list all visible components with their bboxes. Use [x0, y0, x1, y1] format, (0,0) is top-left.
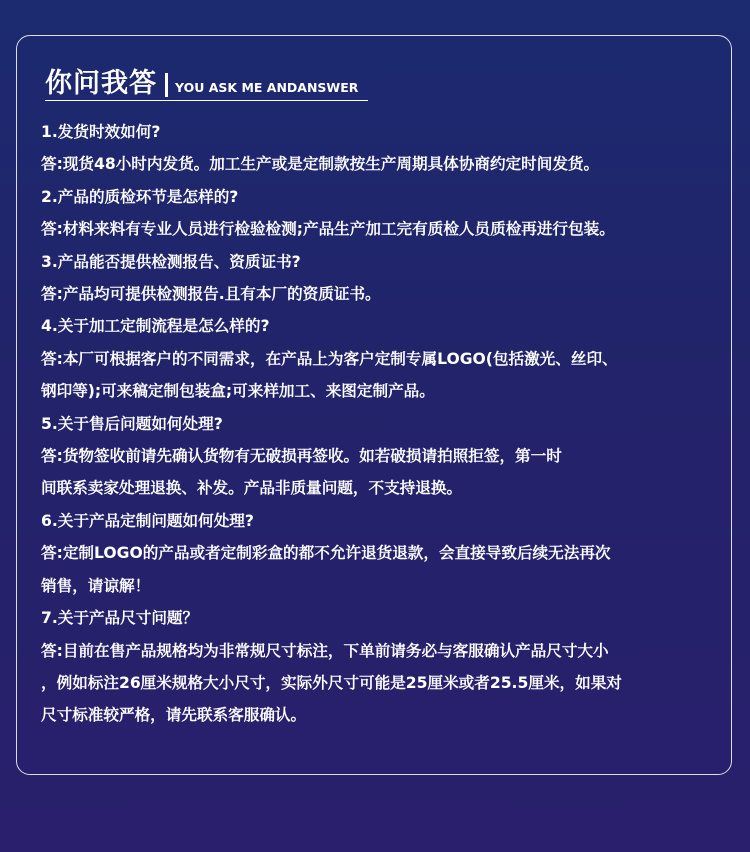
faq-content: [41, 116, 721, 732]
answer-1: 答:现货48小时内发货。加工生产或是定制款按生产周期具体协商约定时间发货。: [41, 155, 600, 174]
question-1: 1.发货时效如何?: [41, 123, 161, 141]
question-4: 4.关于加工定制流程是怎么样的?: [41, 317, 270, 336]
answer-4-line-2: 钢印等);可来稿定制包装盒;可来样加工、来图定制产品。: [41, 382, 435, 401]
answer-2: 答:材料来料有专业人员进行检验检测;产品生产加工完有质检人员质检再进行包装。: [41, 220, 615, 239]
question-2: 2.产品的质检环节是怎样的?: [41, 187, 239, 206]
answer-7-line-1: 答:目前在售产品规格均为非常规尺寸标注，下单前请务必与客服确认产品尺寸大小: [41, 641, 609, 660]
question-3: 3.产品能否提供检测报告、资质证书?: [41, 252, 301, 271]
heading-underline: [45, 100, 368, 101]
question-6: 6.关于产品定制问题如何处理?: [41, 511, 254, 530]
question-7: 7.关于产品尺寸问题？: [41, 609, 199, 628]
answer-6-line-2: 销售，请谅解！: [41, 576, 151, 595]
question-5: 5.关于售后问题如何处理?: [41, 414, 223, 433]
answer-3: 答:产品均可提供检测报告.且有本厂的资质证书。: [41, 285, 381, 304]
answer-4-line-1: 答:本厂可根据客户的不同需求，在产品上为客户定制专属LOGO(包括激光、丝印、: [41, 349, 618, 368]
answer-5-line-1: 答:货物签收前请先确认货物有无破损再签收。如若破损请拍照拒签，第一时: [41, 447, 562, 466]
faq-panel: [16, 35, 732, 775]
answer-7-line-2: ，例如标注26厘米规格大小尺寸，实际外尺寸可能是25厘米或者25.5厘米，如果对: [41, 673, 622, 692]
heading-title-en: YOU ASK ME ANDANSWER: [175, 80, 359, 95]
heading-divider-bar: [165, 73, 168, 97]
heading-title-cn: 你问我答: [45, 68, 157, 99]
answer-6-line-1: 答:定制LOGO的产品或者定制彩盒的都不允许退货退款，会直接导致后续无法再次: [41, 544, 611, 563]
answer-7-line-3: 尺寸标准较严格，请先联系客服确认。: [41, 706, 307, 725]
faq-heading: [45, 70, 358, 97]
answer-5-line-2: 间联系卖家处理退换、补发。产品非质量问题，不支持退换。: [41, 479, 463, 498]
